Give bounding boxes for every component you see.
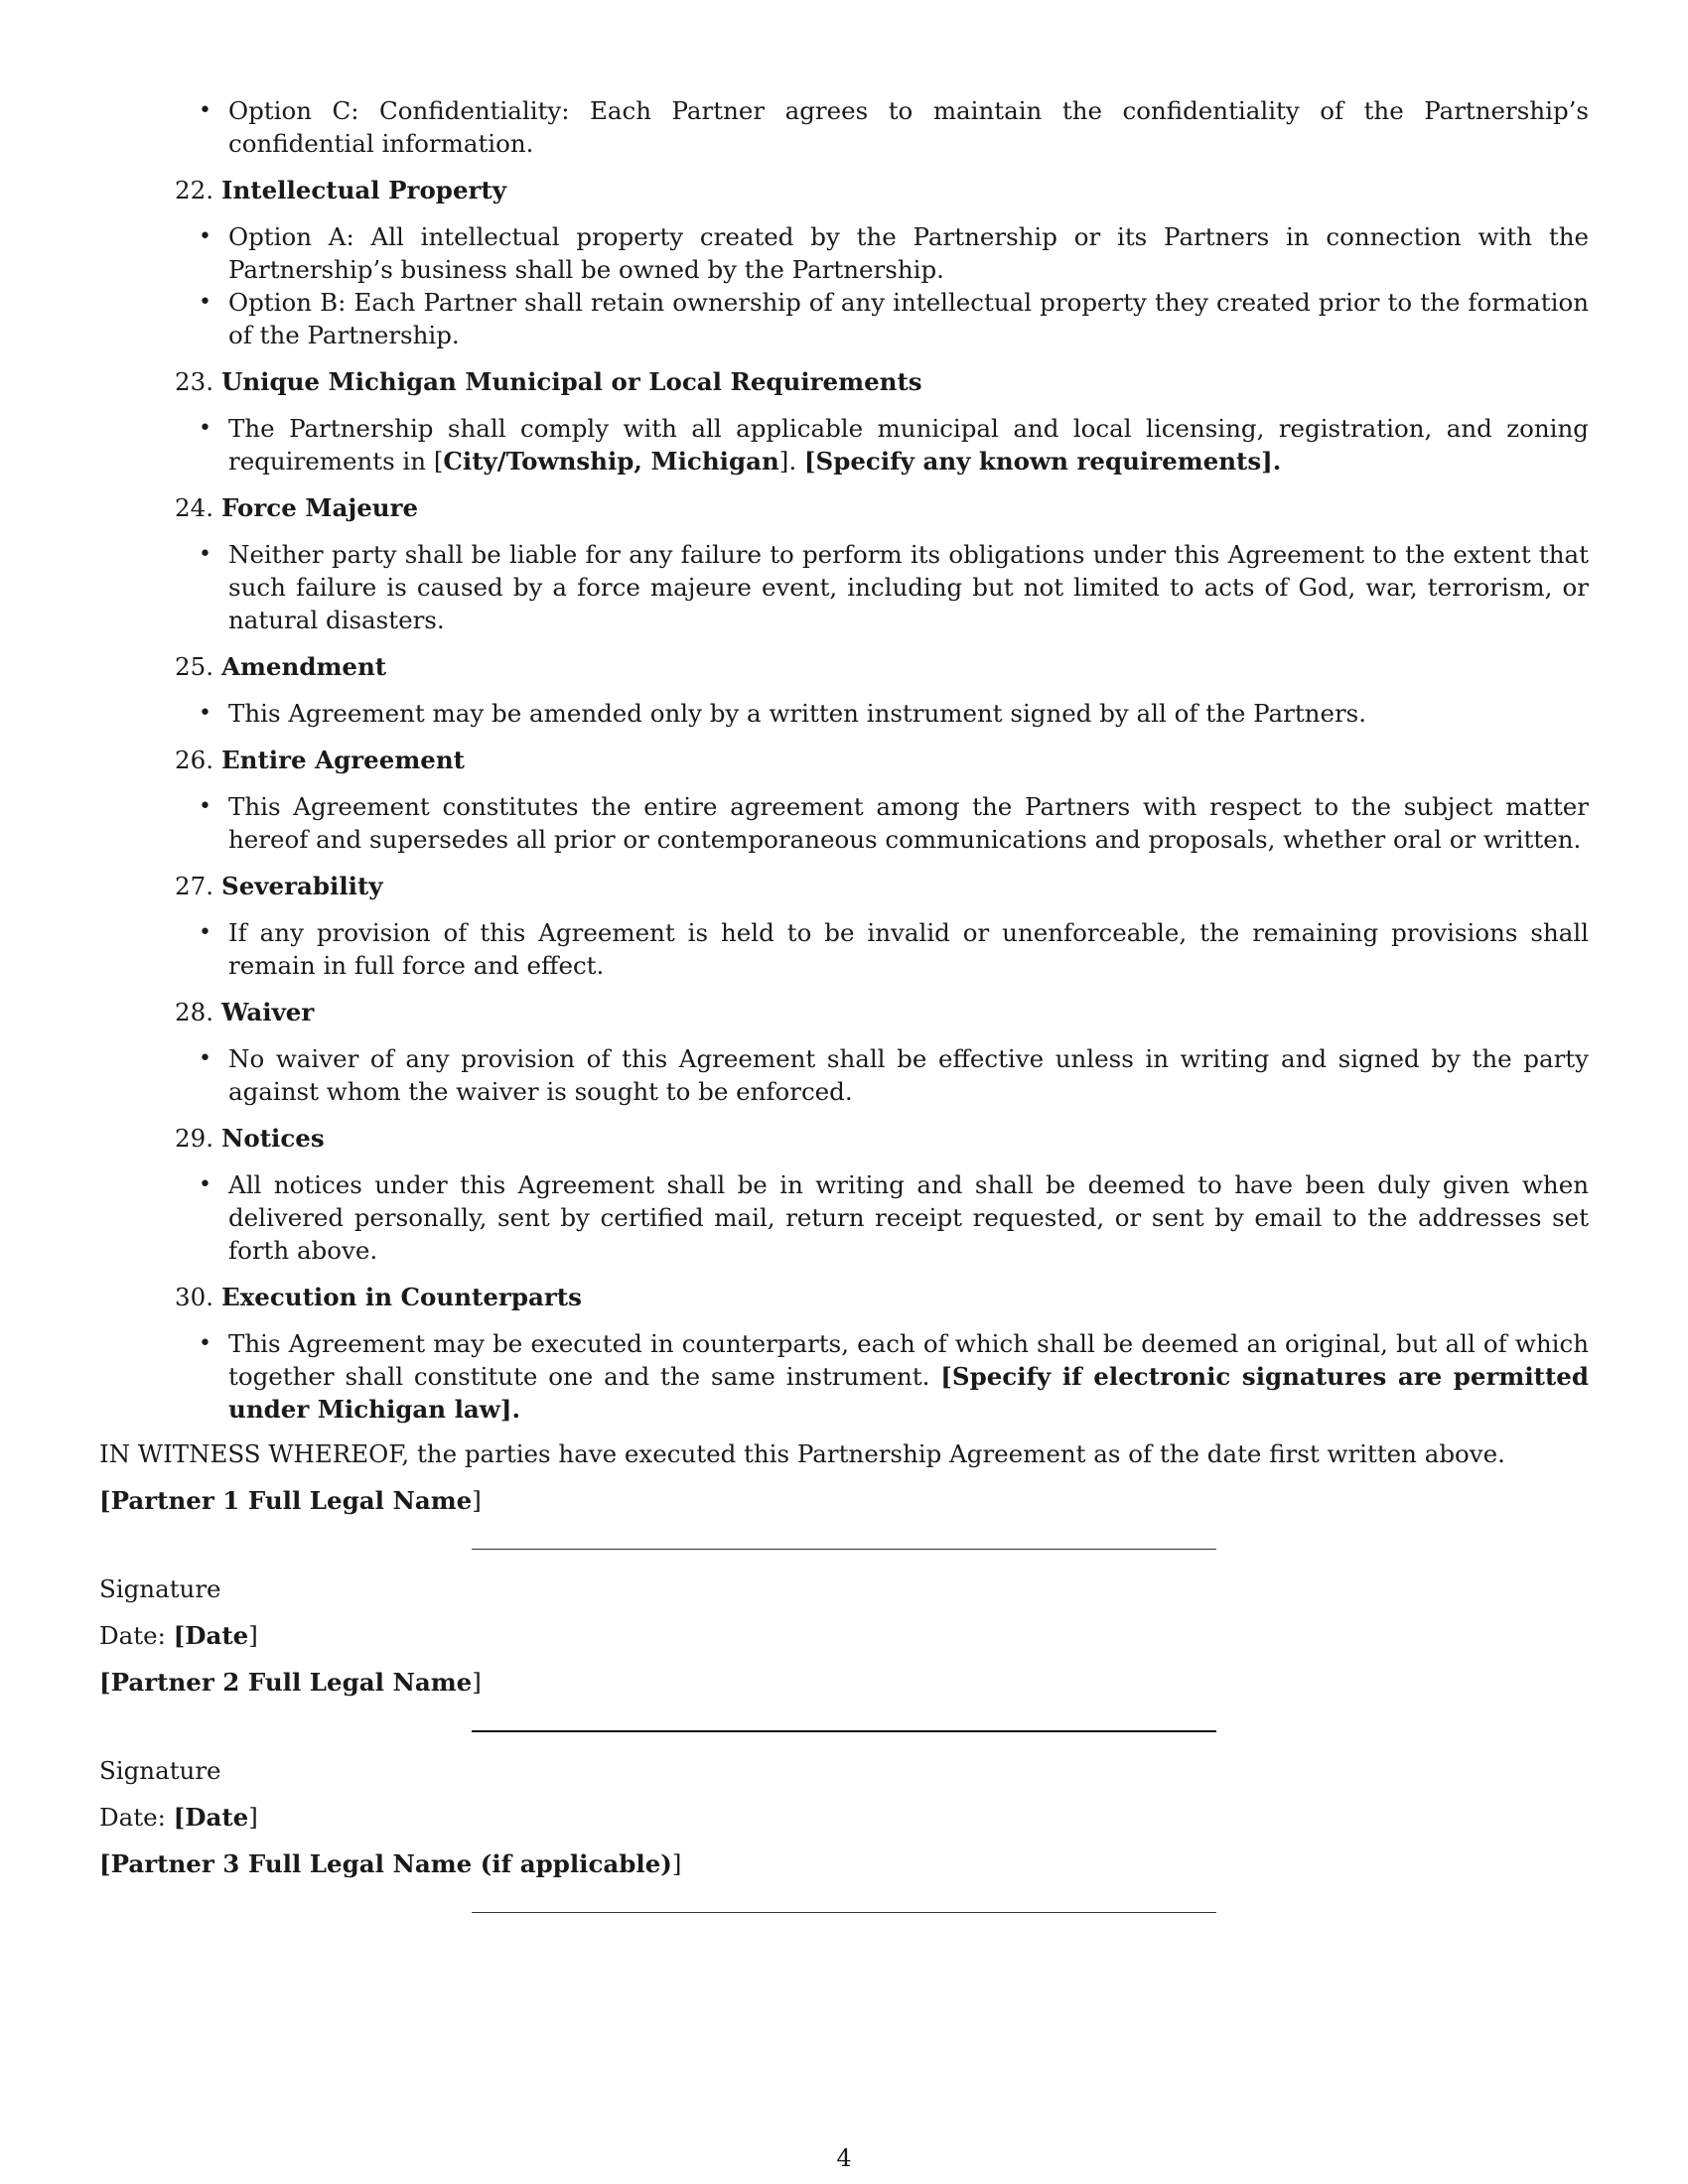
date-line bbox=[99, 1801, 1589, 1834]
bullet-list bbox=[99, 412, 1589, 478]
section-number: 26. bbox=[175, 746, 213, 774]
partner-2-name bbox=[99, 1666, 1589, 1699]
list-item: • This Agreement may be amended only by a written instrument signed by all of the Partners. bbox=[99, 697, 1589, 730]
list-item: • Option A: All intellectual property created by the Partnership or its Partners in connection with the Partnership’s business shall be owned by the Partnership. bbox=[99, 220, 1589, 286]
list-item: • Option B: Each Partner shall retain ownership of any intellectual property they created prior to the formation of the Partnership. bbox=[99, 286, 1589, 351]
section-title: Waiver bbox=[221, 998, 315, 1026]
section-number: 28. bbox=[175, 998, 213, 1026]
document-body bbox=[99, 94, 1589, 1936]
list-item-text: This Agreement may be executed in counterparts, each of which shall be deemed an original, but all of which together shall constitute one and the same instrument. bbox=[228, 1329, 1589, 1391]
section-title: Unique Michigan Municipal or Local Requirements bbox=[221, 367, 922, 396]
section-amendment bbox=[99, 650, 1589, 730]
bullet-list bbox=[99, 1327, 1589, 1426]
section-title: Notices bbox=[221, 1124, 325, 1153]
bullet-list bbox=[99, 1168, 1589, 1267]
bracket: ] bbox=[671, 1849, 682, 1878]
section-number: 25. bbox=[175, 652, 213, 681]
list-item: • All notices under this Agreement shall be in writing and shall be deemed to have been duly given when delivered personally, sent by certified mail, return receipt requested, or sent by email to the addresses set forth above. bbox=[99, 1168, 1589, 1267]
list-item: • Neither party shall be liable for any failure to perform its obligations under this Agreement to the extent that such failure is caused by a force majeure event, including but not limited to acts of God, war, terrorism, or natural disasters. bbox=[99, 538, 1589, 636]
date-label: Date: bbox=[99, 1803, 174, 1832]
section-title: Amendment bbox=[221, 652, 387, 681]
list-item: • Option C: Confidentiality: Each Partner agrees to maintain the confidentiality of the Partnership’s confidential information. bbox=[99, 94, 1589, 160]
section-notices bbox=[99, 1122, 1589, 1267]
signature-label: Signature bbox=[99, 1756, 221, 1785]
section-number: 24. bbox=[175, 493, 213, 522]
section-number: 22. bbox=[175, 176, 213, 205]
signature-line[interactable] bbox=[99, 1712, 1589, 1742]
list-item: • This Agreement constitutes the entire agreement among the Partners with respect to the subject matter hereof and supersedes all prior or contemporaneous communications and proposals, whether oral or written. bbox=[99, 790, 1589, 856]
partner-name-placeholder: Partner 3 Full Legal Name (if applicable) bbox=[110, 1849, 672, 1878]
bullet-list bbox=[99, 1042, 1589, 1108]
section-number: 23. bbox=[175, 367, 213, 396]
bracket: [ bbox=[173, 1803, 186, 1832]
placeholder-electronic-signatures: [Specify if electronic signatures are permitted under Michigan law]. bbox=[228, 1362, 1589, 1424]
signature-line[interactable] bbox=[99, 1531, 1589, 1561]
section-heading bbox=[99, 174, 1589, 206]
section-severability bbox=[99, 870, 1589, 982]
bracket: ] bbox=[248, 1621, 258, 1650]
section-intellectual-property bbox=[99, 174, 1589, 351]
section-force-majeure bbox=[99, 491, 1589, 636]
section-local-requirements bbox=[99, 365, 1589, 478]
section-heading bbox=[99, 1122, 1589, 1155]
date-placeholder: Date bbox=[185, 1803, 249, 1832]
list-item-text: The Partnership shall comply with all applicable municipal and local licensing, registration, and zoning requirements in [ bbox=[228, 414, 1589, 476]
section-title: Entire Agreement bbox=[221, 746, 465, 774]
list-item-text: ]. bbox=[778, 447, 804, 476]
bracket: [ bbox=[173, 1621, 186, 1650]
date-placeholder: Date bbox=[185, 1621, 249, 1650]
bracket: ] bbox=[472, 1668, 482, 1697]
date-line bbox=[99, 1619, 1589, 1652]
section-title: Execution in Counterparts bbox=[221, 1283, 582, 1311]
partner-name-placeholder: Partner 1 Full Legal Name bbox=[110, 1486, 473, 1515]
list-item bbox=[99, 1327, 1589, 1426]
bullet-list bbox=[99, 538, 1589, 636]
witness-clause: IN WITNESS WHEREOF, the parties have executed this Partnership Agreement as of the date first written above. bbox=[99, 1439, 1505, 1468]
section-title: Severability bbox=[221, 872, 383, 900]
signature-label: Signature bbox=[99, 1574, 221, 1603]
section-heading bbox=[99, 744, 1589, 776]
section-waiver bbox=[99, 996, 1589, 1108]
section-heading bbox=[99, 650, 1589, 683]
bullet-list bbox=[99, 220, 1589, 351]
bullet-list bbox=[99, 94, 1589, 160]
section-heading bbox=[99, 1281, 1589, 1313]
bracket: [ bbox=[99, 1668, 111, 1697]
bracket: [ bbox=[99, 1849, 111, 1878]
section-number: 30. bbox=[175, 1283, 213, 1311]
page-number: 4 bbox=[836, 2144, 852, 2172]
bracket: [ bbox=[99, 1486, 111, 1515]
signature-line[interactable] bbox=[99, 1894, 1589, 1924]
bracket: ] bbox=[248, 1803, 258, 1832]
bullet-list bbox=[99, 697, 1589, 730]
list-item: • If any provision of this Agreement is held to be invalid or unenforceable, the remaining provisions shall remain in full force and effect. bbox=[99, 916, 1589, 982]
list-item: • No waiver of any provision of this Agreement shall be effective unless in writing and signed by the party against whom the waiver is sought to be enforced. bbox=[99, 1042, 1589, 1108]
section-title: Intellectual Property bbox=[221, 176, 506, 205]
partner-1-name bbox=[99, 1484, 1589, 1517]
section-heading bbox=[99, 996, 1589, 1028]
placeholder-city: City/Township, Michigan bbox=[443, 447, 779, 476]
section-heading bbox=[99, 870, 1589, 902]
bullet-list bbox=[99, 790, 1589, 856]
section-execution-counterparts bbox=[99, 1281, 1589, 1426]
bracket: ] bbox=[472, 1486, 482, 1515]
section-number: 29. bbox=[175, 1124, 213, 1153]
section-title: Force Majeure bbox=[221, 493, 419, 522]
signature-rule bbox=[472, 1549, 1216, 1550]
list-item bbox=[99, 412, 1589, 478]
signature-rule bbox=[472, 1912, 1216, 1913]
partner-3-name bbox=[99, 1847, 1589, 1880]
partner-name-placeholder: Partner 2 Full Legal Name bbox=[110, 1668, 473, 1697]
section-heading bbox=[99, 491, 1589, 524]
section-heading bbox=[99, 365, 1589, 398]
signature-rule bbox=[472, 1730, 1216, 1732]
section-entire-agreement bbox=[99, 744, 1589, 856]
bullet-list bbox=[99, 916, 1589, 982]
placeholder-requirements: [Specify any known requirements]. bbox=[803, 447, 1282, 476]
date-label: Date: bbox=[99, 1621, 174, 1650]
section-number: 27. bbox=[175, 872, 213, 900]
